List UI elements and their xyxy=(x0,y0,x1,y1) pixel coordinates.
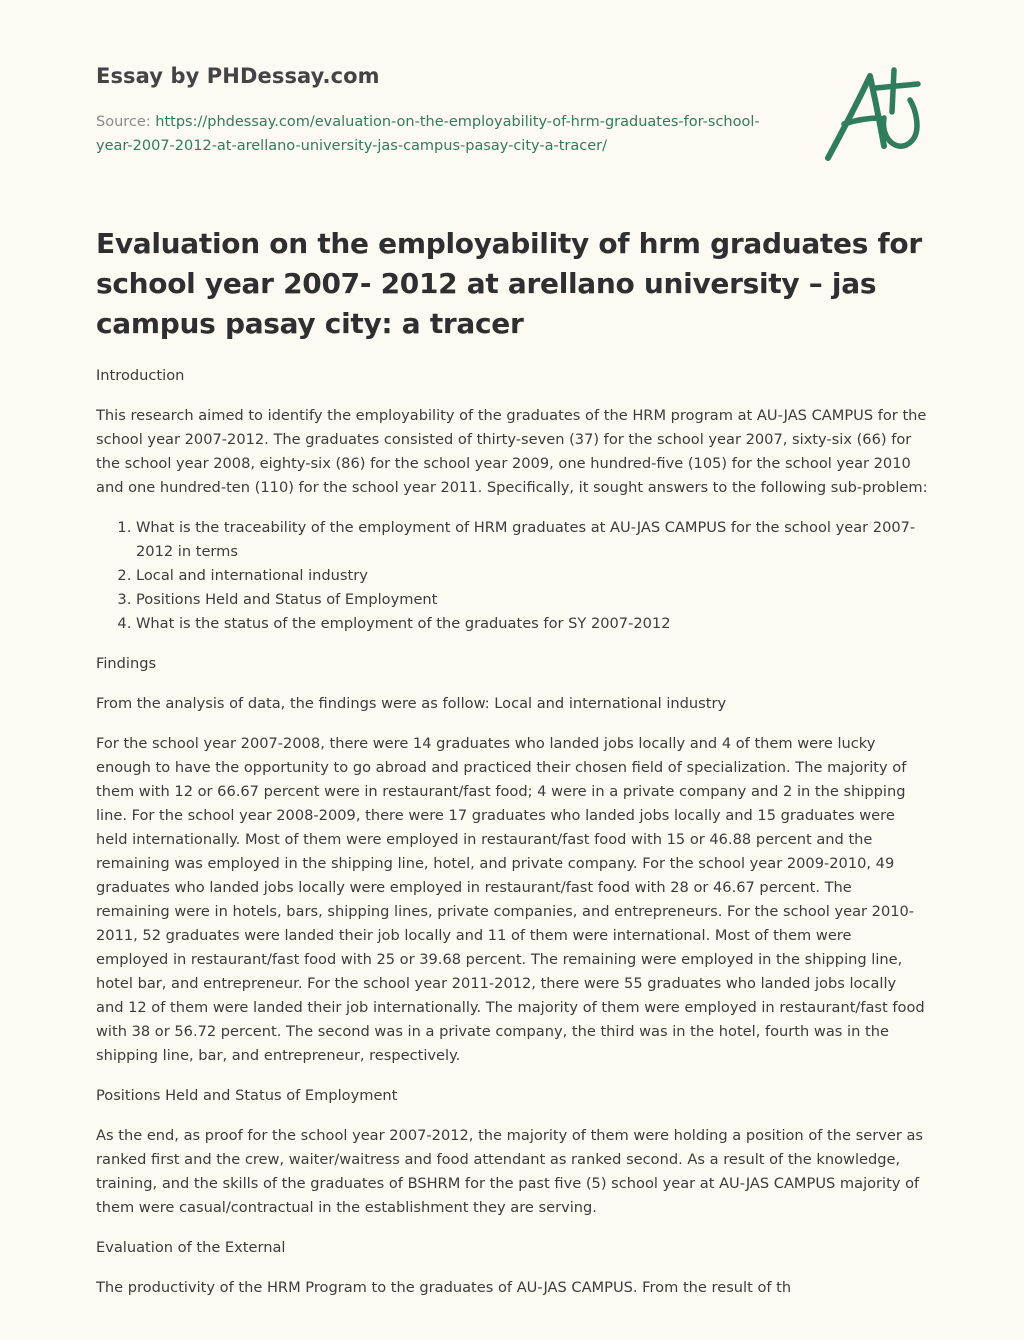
source-line xyxy=(96,110,776,158)
source-link[interactable]: https://phdessay.com/evaluation-on-the-employability-of-hrm-graduates-for-school-year-2007-2012-at-arellano-university-jas-campus-pasay-city-a-tracer/ xyxy=(96,114,760,154)
findings-intro: From the analysis of data, the findings were as follow: Local and international industry xyxy=(96,695,727,712)
a-plus-logo-icon xyxy=(824,66,928,166)
findings-heading: Findings xyxy=(96,655,157,672)
findings-paragraph: For the school year 2007-2008, there were 14 graduates who landed jobs locally and 4 of them were lucky enough to have the opportunity to go abroad and practiced their chosen field of specialization. The majority of them with 12 or 66.67 percent were in restaurant/fast food; 4 were in a private company and 2 in the shipping line. For the school year 2008-2009, there were 17 graduates who landed jobs locally and 15 graduates were held internationally. Most of them were employed in restaurant/fast food with 15 or 46.88 percent and the remaining was employed in the shipping line, hotel, and private company. For the school year 2009-2010, 49 graduates who landed jobs locally were employed in restaurant/fast food with 28 or 46.67 percent. The remaining were in hotels, bars, shipping lines, private companies, and entrepreneurs. For the school year 2010-2011, 52 graduates were landed their job locally and 11 of them were international. Most of them were employed in restaurant/fast food with 25 or 39.68 percent. The remaining were employed in the shipping line, hotel bar, and entrepreneur. For the school year 2011-2012, there were 55 graduates who landed jobs locally and 12 of them were landed their job internationally. The majority of them were employed in restaurant/fast food with 38 or 56.72 percent. The second was in a private company, the third was in the hotel, fourth was in the shipping line, bar, and entrepreneur, respectively. xyxy=(96,735,925,1064)
article-body xyxy=(96,364,928,1316)
source-label: Source: xyxy=(96,114,156,130)
external-heading: Evaluation of the External xyxy=(96,1239,286,1256)
intro-paragraph: This research aimed to identify the employability of the graduates of the HRM program at AU-JAS CAMPUS for the school year 2007-2012. The graduates consisted of thirty-seven (37) for the school year 2007, sixty-six (66) for the school year 2008, eighty-six (86) for the school year 2009, one hundred-five (105) for the school year 2010 and one hundred-ten (110) for the school year 2011. Specifically, it sought answers to the following sub-problem: xyxy=(96,407,928,496)
list-item: 3. Positions Held and Status of Employment xyxy=(136,588,928,612)
site-brand: Essay by PHDessay.com xyxy=(96,64,380,88)
article-title: Evaluation on the employability of hrm graduates for school year 2007- 2012 at arellano university – jas campus pasay city: a tracer xyxy=(96,227,922,340)
list-item: 2. Local and international industry xyxy=(136,564,928,588)
positions-paragraph: As the end, as proof for the school year 2007-2012, the majority of them were holding a position of the server as ranked first and the crew, waiter/waitress and food attendant as ranked second. As a result of the knowledge, training, and the skills of the graduates of BSHRM for the past five (5) school year at AU-JAS CAMPUS majority of them were casual/contractual in the establishment they are serving. xyxy=(96,1127,923,1216)
positions-heading: Positions Held and Status of Employment xyxy=(96,1087,398,1104)
intro-heading: Introduction xyxy=(96,367,185,384)
list-item: 4. What is the status of the employment of the graduates for SY 2007-2012 xyxy=(136,612,928,636)
external-paragraph: The productivity of the HRM Program to the graduates of AU-JAS CAMPUS. From the result of th xyxy=(96,1279,792,1296)
sub-problem-list xyxy=(96,516,928,636)
list-item: 1. What is the traceability of the employment of HRM graduates at AU-JAS CAMPUS for the school year 2007-2012 in terms xyxy=(136,516,928,564)
